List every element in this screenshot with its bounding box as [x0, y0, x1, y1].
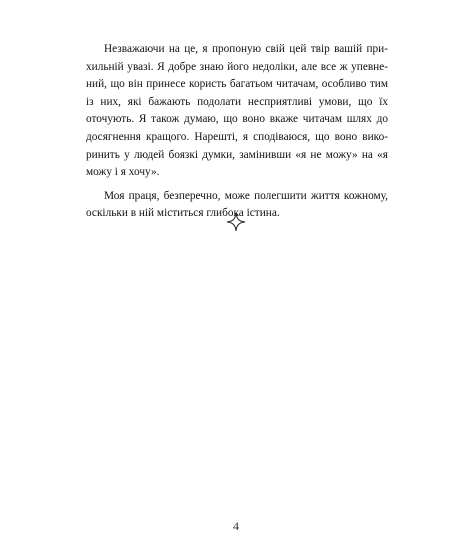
paragraph-1: Незважаючи на це, я пропоную свій цей твір вашій прихильній увазі. Я добре знаю його недоліки, але все ж упевнений, що він принесе користь багатьом читачам, особливо тим із них, які бажають подолати несприятливі умови, що їх оточують. Я також думаю, що воно вкаже читачам шлях до досягнення кращого. Нарешті, я сподіваюся, що воно викоринить у людей боязкі думки, замінивши «я не можу» на «я можу і я хочу». — [86, 43, 388, 179]
four-pointed-star-icon — [226, 212, 246, 232]
page-body — [86, 41, 388, 223]
paragraph-2: Моя праця, безперечно, може полегшити життя кожному, оскільки в ній міститься глибока істина. — [86, 189, 388, 220]
page-number: 4 — [233, 519, 239, 533]
